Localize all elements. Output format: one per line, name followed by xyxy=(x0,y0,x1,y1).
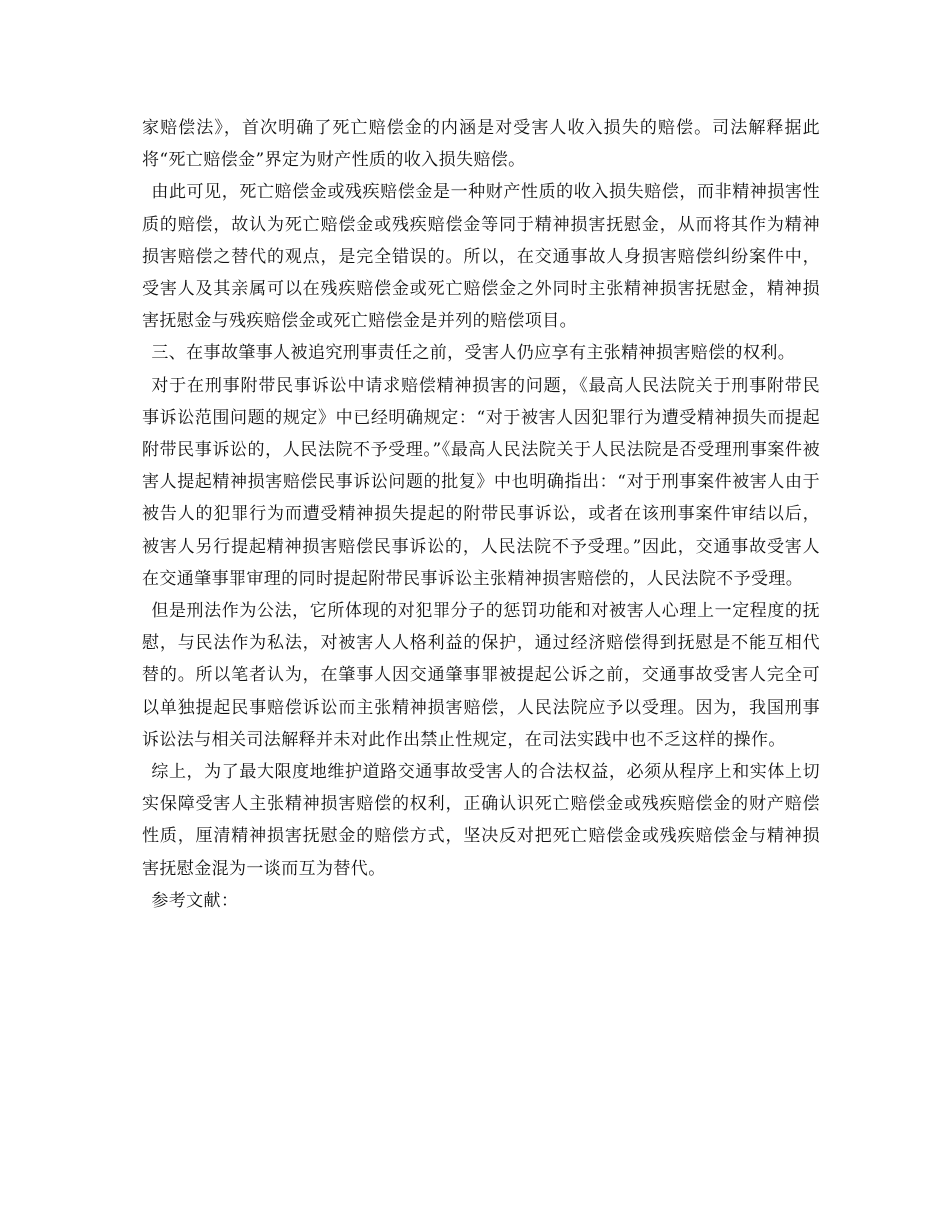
references-heading: 参考文献： xyxy=(151,890,239,911)
paragraph-continuation: 家赔偿法》，首次明确了死亡赔偿金的内涵是对受害人收入损失的赔偿。司法解释据此将“死亡赔偿金”界定为财产性质的收入损失赔偿。 xyxy=(142,118,820,171)
paragraph-public-private-law: 但是刑法作为公法，它所体现的对犯罪分子的惩罚功能和对被害人心理上一定程度的抚慰，与民法作为私法，对被害人人格利益的保护，通过经济赔偿得到抚慰是不能互相代替的。所以笔者认为，在肇事人因交通肇事罪被提起公诉之前，交通事故受害人完全可以单独提起民事赔偿诉讼而主张精神损害赔偿，人民法院应予以受理。因为，我国刑事诉讼法与相关司法解释并未对此作出禁止性规定，在司法实践中也不乏这样的操作。 xyxy=(142,601,820,750)
paragraph-criminal-civil-suit: 对于在刑事附带民事诉讼中请求赔偿精神损害的问题，《最高人民法院关于刑事附带民事诉讼范围问题的规定》中已经明确规定：“对于被害人因犯罪行为遭受精神损失而提起附带民事诉讼的，人民法院不予受理。”《最高人民法院关于人民法院是否受理刑事案件被害人提起精神损害赔偿民事诉讼问题的批复》中也明确指出：“对于刑事案件被害人由于被告人的犯罪行为而遭受精神损失提起的附带民事诉讼，或者在该刑事案件审结以后，被害人另行提起精神损害赔偿民事诉讼的，人民法院不予受理。”因此，交通事故受害人在交通肇事罪审理的同时提起附带民事诉讼主张精神损害赔偿的，人民法院不予受理。 xyxy=(142,375,820,589)
paragraph-compensation-nature: 由此可见，死亡赔偿金或残疾赔偿金是一种财产性质的收入损失赔偿，而非精神损害性质的赔偿，故认为死亡赔偿金或残疾赔偿金等同于精神损害抚慰金，从而将其作为精神损害赔偿之替代的观点，是完全错误的。所以，在交通事故人身损害赔偿纠纷案件中，受害人及其亲属可以在残疾赔偿金或死亡赔偿金之外同时主张精神损害抚慰金，精神损害抚慰金与残疾赔偿金或死亡赔偿金是并列的赔偿项目。 xyxy=(142,182,820,332)
section-heading-three: 三、在事故肇事人被追究刑事责任之前，受害人仍应享有主张精神损害赔偿的权利。 xyxy=(151,343,796,364)
document-page xyxy=(142,112,820,917)
paragraph-conclusion: 综上，为了最大限度地维护道路交通事故受害人的合法权益，必须从程序上和实体上切实保障受害人主张精神损害赔偿的权利，正确认识死亡赔偿金或残疾赔偿金的财产赔偿性质，厘清精神损害抚慰金的赔偿方式，坚决反对把死亡赔偿金或残疾赔偿金与精神损害抚慰金混为一谈而互为替代。 xyxy=(142,762,820,879)
